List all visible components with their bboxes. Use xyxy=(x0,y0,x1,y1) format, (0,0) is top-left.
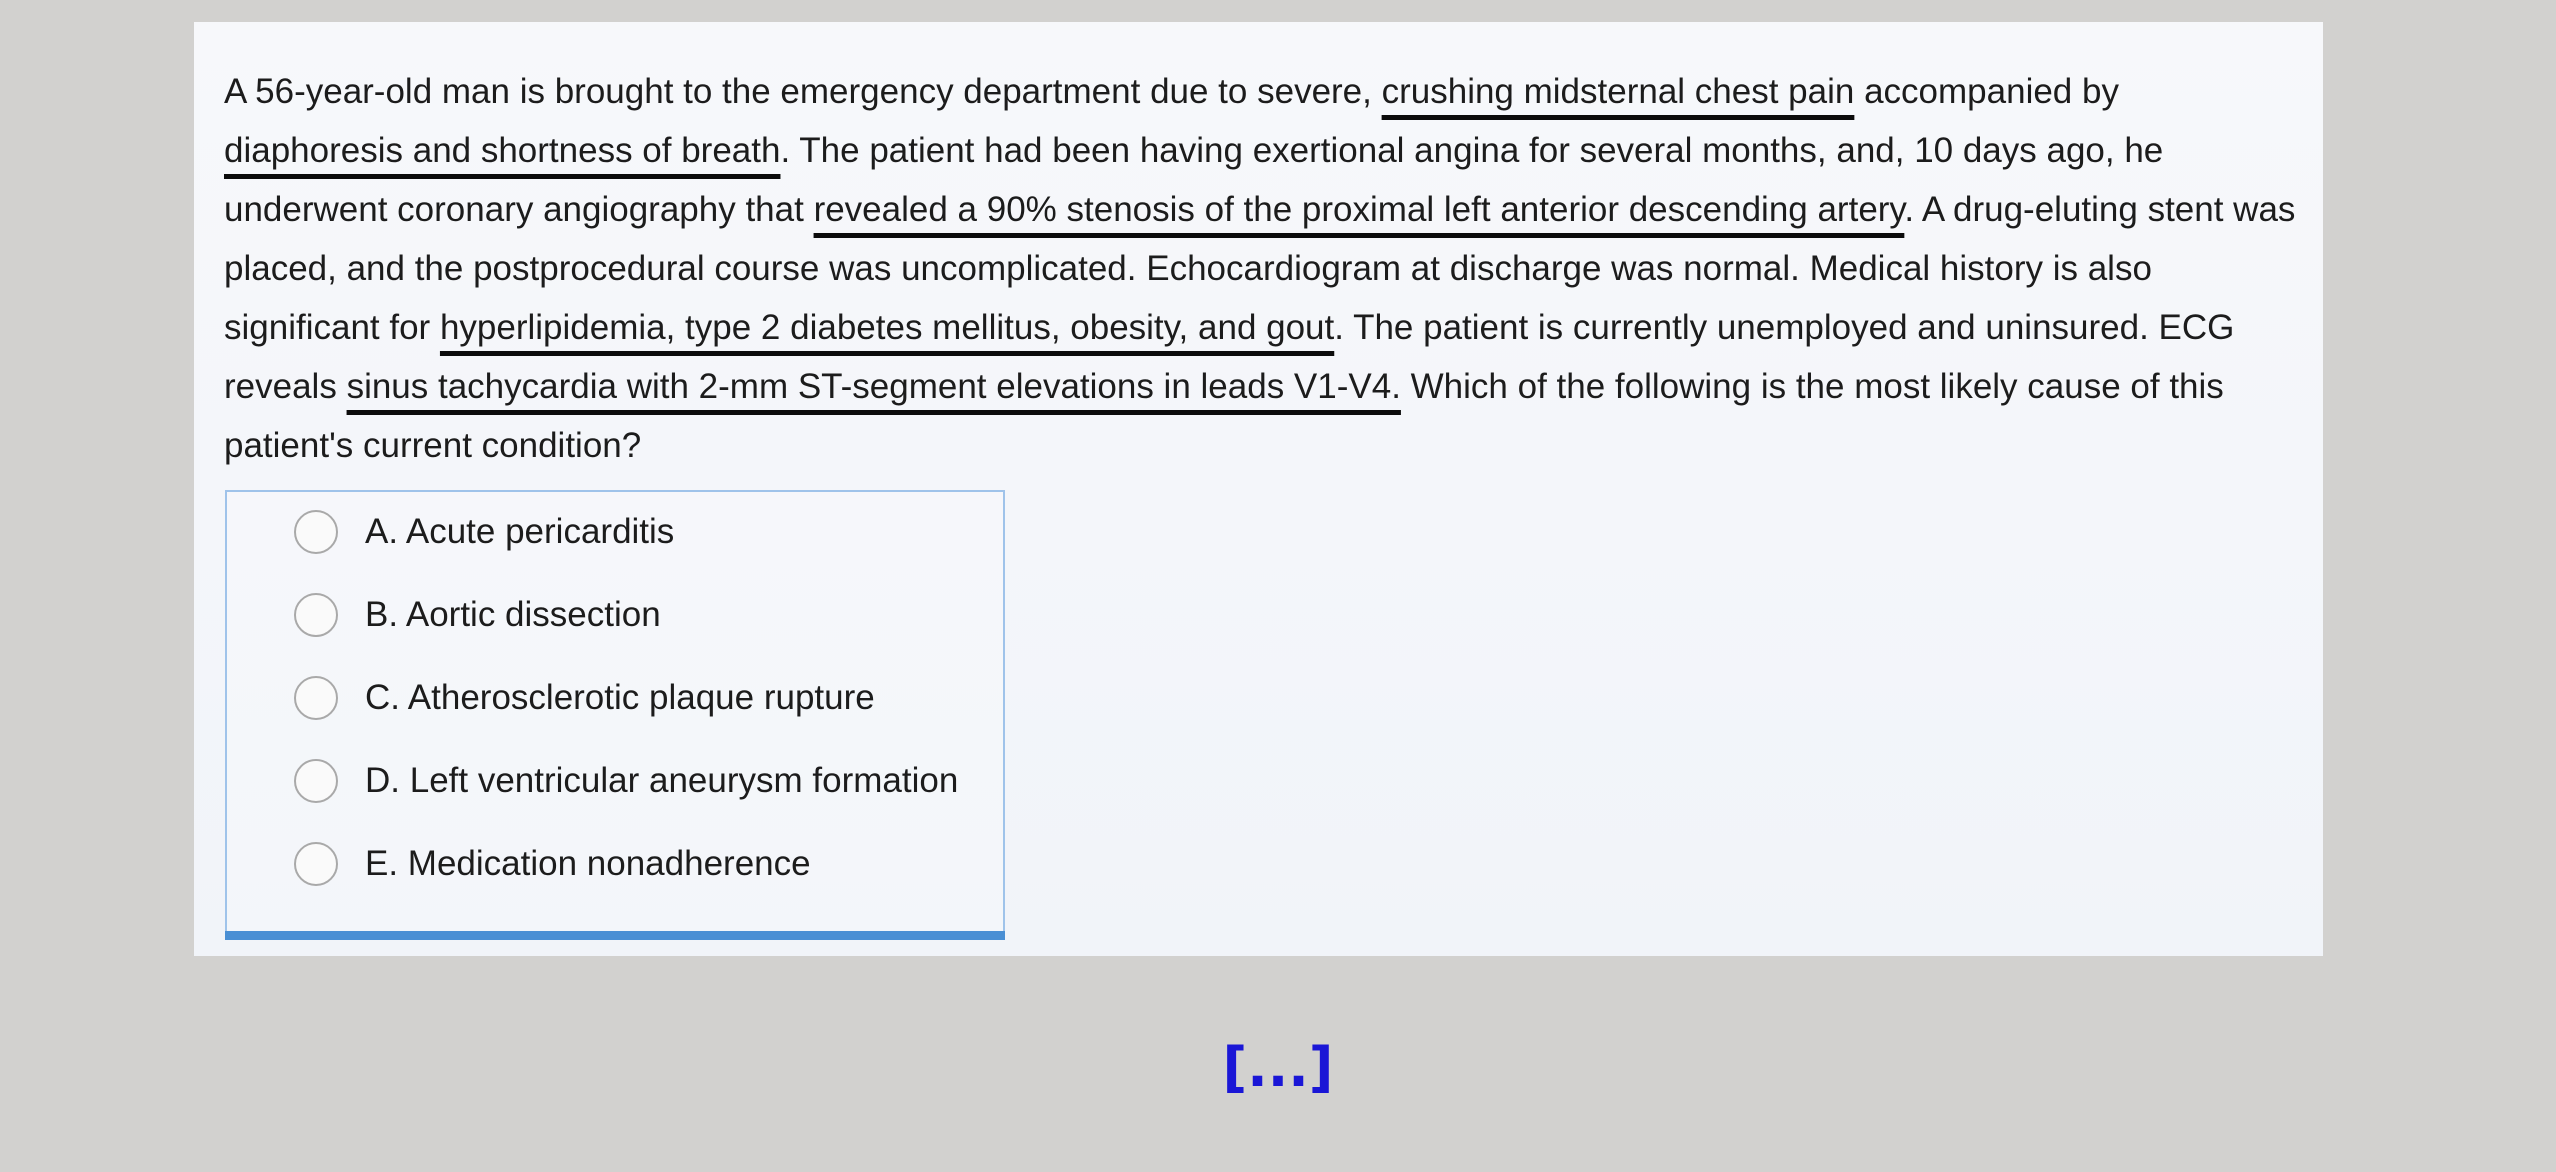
stem-text: accompanied by xyxy=(1854,72,2119,111)
choices-bottom-bar xyxy=(225,931,1005,940)
radio-button-icon[interactable] xyxy=(294,593,338,637)
choice-label: A. Acute pericarditis xyxy=(365,512,675,551)
choice-c[interactable] xyxy=(227,668,1003,728)
choice-label: B. Aortic dissection xyxy=(365,595,661,634)
underlined-finding-diaphoresis: diaphoresis and shortness of breath xyxy=(224,131,781,170)
stem-text: . The patient is currently unemployed and uninsured. ECG reveals xyxy=(224,308,2235,406)
underlined-finding-stenosis: revealed a 90% stenosis of the proximal left anterior descending artery xyxy=(813,190,1905,229)
stem-text: A 56-year-old man is brought to the emergency department due to severe, xyxy=(224,72,1382,111)
stem-text: . A drug-eluting stent was placed, and the postprocedural course was uncomplicated. Echocardiogram at discharge was normal. Medical history is also significant for xyxy=(224,190,2296,347)
stem-text: . The patient had been having exertional angina for several months, and, 10 days ago, he underwent coronary angiography that xyxy=(224,131,2164,229)
choice-label: C. Atherosclerotic plaque rupture xyxy=(365,678,875,717)
choice-d[interactable] xyxy=(227,751,1003,811)
question-stem xyxy=(224,62,2304,475)
underlined-finding-chest-pain: crushing midsternal chest pain xyxy=(1381,72,1855,111)
choice-b[interactable] xyxy=(227,585,1003,645)
radio-button-icon[interactable] xyxy=(294,759,338,803)
choice-a[interactable] xyxy=(227,502,1003,562)
answer-choices xyxy=(225,490,1005,932)
choice-e[interactable] xyxy=(227,834,1003,894)
underlined-finding-history: hyperlipidemia, type 2 diabetes mellitus, obesity, and gout xyxy=(439,308,1335,347)
ellipsis-marker: [...] xyxy=(1222,1036,1334,1099)
choice-label: D. Left ventricular aneurysm formation xyxy=(365,761,959,800)
underlined-finding-ecg: sinus tachycardia with 2-mm ST-segment elevations in leads V1-V4. xyxy=(346,367,1401,406)
choice-label: E. Medication nonadherence xyxy=(365,844,811,883)
radio-button-icon[interactable] xyxy=(294,842,338,886)
question-card xyxy=(194,22,2323,956)
radio-button-icon[interactable] xyxy=(294,510,338,554)
radio-button-icon[interactable] xyxy=(294,676,338,720)
question-prompt: Which of the following is the most likely cause of this patient's current condition? xyxy=(224,367,2224,465)
